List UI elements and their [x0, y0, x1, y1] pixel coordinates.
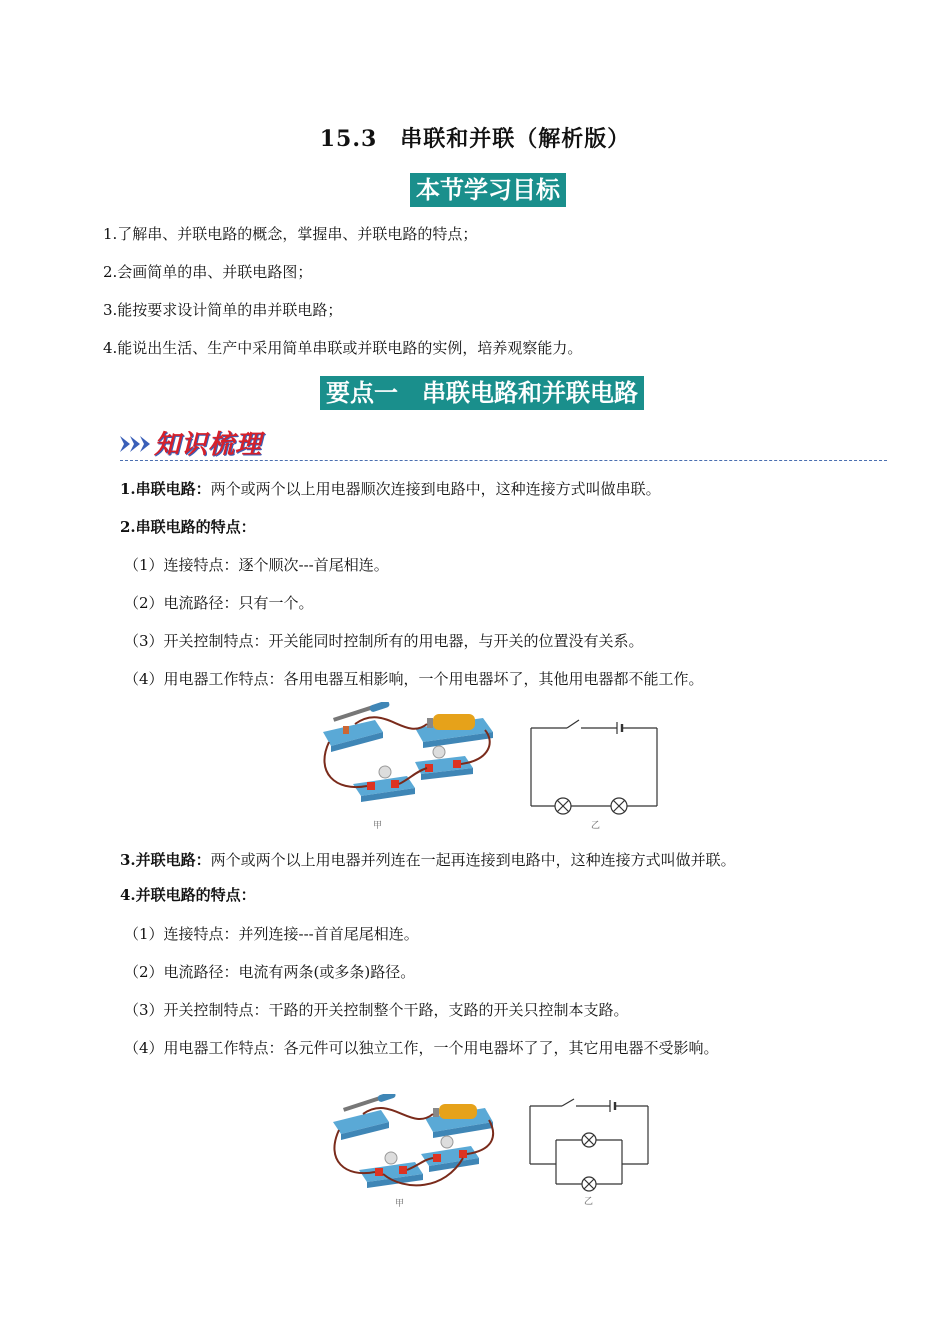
knowledge-heading	[118, 422, 268, 460]
knowledge-label: 知识梳理	[154, 430, 263, 460]
series-physical-circuit-figure	[315, 702, 505, 832]
series-def-text: 两个或两个以上用电器顺次连接到电路中，这种连接方式叫做串联。	[210, 480, 661, 498]
fig-label-yi: 乙	[591, 821, 601, 831]
series-def-label: 1.串联电路：	[120, 480, 211, 498]
fig-label-jia: 甲	[373, 821, 383, 831]
parallel-schematic-figure	[526, 1096, 656, 1208]
goals-banner: 本节学习目标	[410, 173, 566, 207]
parallel-def-label: 3.并联电路：	[120, 851, 211, 869]
parallel-definition	[120, 850, 736, 870]
series-features-label: 2.串联电路的特点：	[120, 518, 256, 536]
series-definition	[120, 479, 661, 499]
parallel-feature-2: （2）电流路径：电流有两条(或多条)路径。	[124, 963, 416, 981]
goal-item-3: 3.能按要求设计简单的串并联电路；	[103, 301, 343, 319]
parallel-def-text: 两个或两个以上用电器并列连在一起再连接到电路中，这种连接方式叫做并联。	[210, 851, 736, 869]
parallel-feature-3: （3）开关控制特点：干路的开关控制整个干路，支路的开关只控制本支路。	[124, 1001, 629, 1019]
series-feature-3: （3）开关控制特点：开关能同时控制所有的用电器，与开关的位置没有关系。	[124, 632, 644, 650]
fig-label-yi: 乙	[584, 1197, 594, 1207]
dashed-divider	[120, 460, 887, 461]
fig-label-jia: 甲	[395, 1199, 405, 1209]
page-title: 15.3 串联和并联（解析版）	[319, 126, 631, 152]
series-feature-2: （2）电流路径：只有一个。	[124, 594, 314, 612]
series-feature-1: （1）连接特点：逐个顺次---首尾相连。	[124, 556, 389, 574]
goal-item-1: 1.了解串、并联电路的概念，掌握串、并联电路的特点；	[103, 225, 478, 243]
series-schematic-figure	[525, 710, 665, 832]
parallel-physical-circuit-figure	[325, 1094, 505, 1210]
parallel-feature-1: （1）连接特点：并列连接---首首尾尾相连。	[124, 925, 419, 943]
parallel-features-label: 4.并联电路的特点：	[120, 886, 256, 904]
keypoint-banner: 要点一 串联电路和并联电路	[320, 376, 644, 410]
series-feature-4: （4）用电器工作特点：各用电器互相影响，一个用电器坏了，其他用电器都不能工作。	[124, 670, 704, 688]
goal-item-2: 2.会画简单的串、并联电路图；	[103, 263, 313, 281]
goal-item-4: 4.能说出生活、生产中采用简单串联或并联电路的实例，培养观察能力。	[103, 339, 583, 357]
parallel-feature-4: （4）用电器工作特点：各元件可以独立工作，一个用电器坏了了，其它用电器不受影响。	[124, 1039, 719, 1057]
